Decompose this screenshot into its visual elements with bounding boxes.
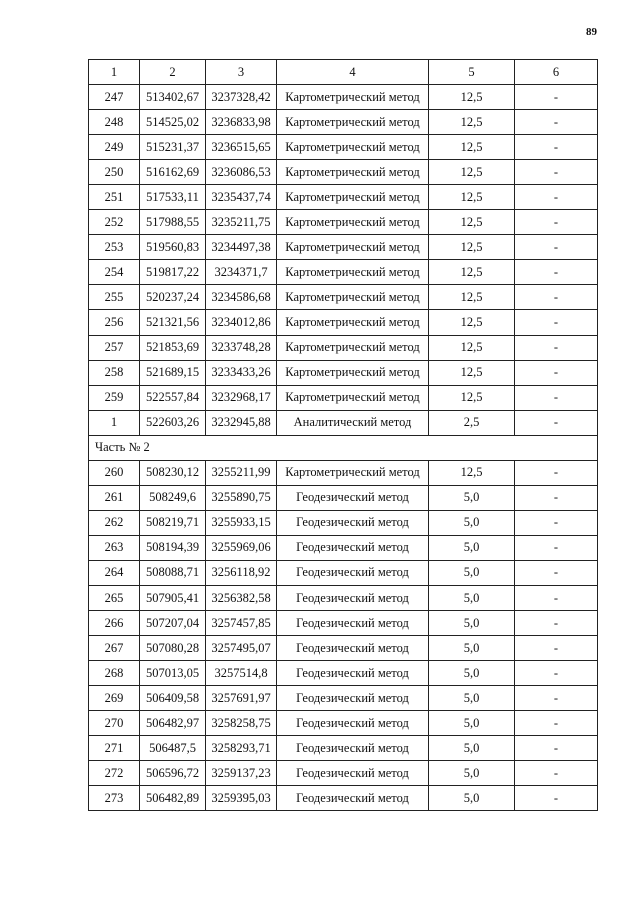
table-cell-col1: 257 bbox=[89, 335, 140, 360]
table-row bbox=[89, 761, 598, 786]
table-row bbox=[89, 260, 598, 285]
table-cell-col3: 3235437,74 bbox=[206, 185, 277, 210]
table-cell-col3: 3255969,06 bbox=[206, 535, 277, 560]
table-cell-col4: Геодезический метод bbox=[277, 485, 429, 510]
table-cell-col4: Картометрический метод bbox=[277, 185, 429, 210]
table-cell-col4: Картометрический метод bbox=[277, 260, 429, 285]
table-cell-col1: 253 bbox=[89, 235, 140, 260]
table-cell-col5: 5,0 bbox=[429, 585, 515, 610]
table-cell-col3: 3233433,26 bbox=[206, 360, 277, 385]
table-cell-col6: - bbox=[515, 185, 598, 210]
table-cell-col4: Геодезический метод bbox=[277, 611, 429, 636]
table-cell-col2: 522603,26 bbox=[140, 410, 206, 435]
table-cell-col3: 3259137,23 bbox=[206, 761, 277, 786]
table-cell-col6: - bbox=[515, 385, 598, 410]
table-cell-col1: 264 bbox=[89, 560, 140, 585]
table-cell-col3: 3258293,71 bbox=[206, 736, 277, 761]
table-cell-col1: 255 bbox=[89, 285, 140, 310]
table-cell-col4: Картометрический метод bbox=[277, 135, 429, 160]
table-cell-col5: 5,0 bbox=[429, 636, 515, 661]
table-cell-col5: 2,5 bbox=[429, 410, 515, 435]
table-cell-col6: - bbox=[515, 235, 598, 260]
table-cell-col1: 262 bbox=[89, 510, 140, 535]
coordinates-table bbox=[88, 59, 598, 811]
table-cell-col6: - bbox=[515, 510, 598, 535]
table-row bbox=[89, 711, 598, 736]
table-cell-col3: 3233748,28 bbox=[206, 335, 277, 360]
table-cell-col6: - bbox=[515, 585, 598, 610]
table-cell-col2: 508230,12 bbox=[140, 460, 206, 485]
table-row bbox=[89, 235, 598, 260]
table-row bbox=[89, 285, 598, 310]
table-cell-col1: 268 bbox=[89, 661, 140, 686]
table-row bbox=[89, 736, 598, 761]
table-cell-col6: - bbox=[515, 310, 598, 335]
table-cell-col2: 507080,28 bbox=[140, 636, 206, 661]
header-cell-4: 4 bbox=[277, 60, 429, 85]
table-cell-col4: Картометрический метод bbox=[277, 110, 429, 135]
table-cell-col2: 519560,83 bbox=[140, 235, 206, 260]
table-cell-col1: 1 bbox=[89, 410, 140, 435]
table-cell-col3: 3257691,97 bbox=[206, 686, 277, 711]
table-cell-col5: 5,0 bbox=[429, 736, 515, 761]
table-cell-col1: 266 bbox=[89, 611, 140, 636]
table-header-row bbox=[89, 60, 598, 85]
table-row bbox=[89, 110, 598, 135]
table-cell-col1: 270 bbox=[89, 711, 140, 736]
table-cell-col3: 3255890,75 bbox=[206, 485, 277, 510]
table-cell-col4: Картометрический метод bbox=[277, 235, 429, 260]
table-row bbox=[89, 560, 598, 585]
table-row bbox=[89, 335, 598, 360]
table-cell-col5: 12,5 bbox=[429, 360, 515, 385]
table-row bbox=[89, 310, 598, 335]
header-cell-5: 5 bbox=[429, 60, 515, 85]
table-cell-col5: 5,0 bbox=[429, 510, 515, 535]
header-cell-6: 6 bbox=[515, 60, 598, 85]
table-cell-col3: 3232968,17 bbox=[206, 385, 277, 410]
table-cell-col2: 521689,15 bbox=[140, 360, 206, 385]
table-row bbox=[89, 185, 598, 210]
table-cell-col2: 514525,02 bbox=[140, 110, 206, 135]
table-row bbox=[89, 636, 598, 661]
table-cell-col5: 12,5 bbox=[429, 385, 515, 410]
table-cell-col6: - bbox=[515, 110, 598, 135]
table-row bbox=[89, 611, 598, 636]
table-cell-col3: 3259395,03 bbox=[206, 786, 277, 811]
table-cell-col6: - bbox=[515, 285, 598, 310]
table-row bbox=[89, 686, 598, 711]
table-row bbox=[89, 510, 598, 535]
table-cell-col1: 272 bbox=[89, 761, 140, 786]
table-cell-col2: 508194,39 bbox=[140, 535, 206, 560]
table-cell-col2: 508249,6 bbox=[140, 485, 206, 510]
table-cell-col4: Картометрический метод bbox=[277, 160, 429, 185]
table-cell-col1: 271 bbox=[89, 736, 140, 761]
header-cell-1: 1 bbox=[89, 60, 140, 85]
table-cell-col1: 263 bbox=[89, 535, 140, 560]
table-cell-col4: Картометрический метод bbox=[277, 210, 429, 235]
table-cell-col4: Картометрический метод bbox=[277, 335, 429, 360]
table-cell-col4: Геодезический метод bbox=[277, 636, 429, 661]
table-cell-col2: 515231,37 bbox=[140, 135, 206, 160]
table-cell-col1: 267 bbox=[89, 636, 140, 661]
table-cell-col5: 12,5 bbox=[429, 260, 515, 285]
table-cell-col1: 273 bbox=[89, 786, 140, 811]
table-row bbox=[89, 410, 598, 435]
table-cell-col6: - bbox=[515, 560, 598, 585]
table-cell-col3: 3257457,85 bbox=[206, 611, 277, 636]
table-cell-col2: 506482,97 bbox=[140, 711, 206, 736]
table-cell-col4: Картометрический метод bbox=[277, 85, 429, 110]
table-row bbox=[89, 786, 598, 811]
table-cell-col6: - bbox=[515, 636, 598, 661]
table-cell-col2: 521321,56 bbox=[140, 310, 206, 335]
table-row bbox=[89, 485, 598, 510]
table-cell-col1: 248 bbox=[89, 110, 140, 135]
table-cell-col2: 506409,58 bbox=[140, 686, 206, 711]
table-cell-col6: - bbox=[515, 686, 598, 711]
table-cell-col3: 3255933,15 bbox=[206, 510, 277, 535]
table-cell-col2: 507013,05 bbox=[140, 661, 206, 686]
table-cell-col6: - bbox=[515, 786, 598, 811]
table-cell-col6: - bbox=[515, 160, 598, 185]
table-cell-col3: 3236086,53 bbox=[206, 160, 277, 185]
table-cell-col4: Картометрический метод bbox=[277, 460, 429, 485]
table-cell-col1: 250 bbox=[89, 160, 140, 185]
table-cell-col3: 3256118,92 bbox=[206, 560, 277, 585]
table-cell-col1: 251 bbox=[89, 185, 140, 210]
section-title: Часть № 2 bbox=[89, 435, 598, 460]
table-cell-col6: - bbox=[515, 736, 598, 761]
table-cell-col1: 254 bbox=[89, 260, 140, 285]
table-cell-col2: 507207,04 bbox=[140, 611, 206, 636]
table-cell-col2: 506482,89 bbox=[140, 786, 206, 811]
table-cell-col5: 5,0 bbox=[429, 560, 515, 585]
table-cell-col2: 516162,69 bbox=[140, 160, 206, 185]
table-row bbox=[89, 160, 598, 185]
table-cell-col4: Картометрический метод bbox=[277, 385, 429, 410]
table-cell-col3: 3234586,68 bbox=[206, 285, 277, 310]
table-cell-col5: 12,5 bbox=[429, 110, 515, 135]
table-cell-col6: - bbox=[515, 135, 598, 160]
table-cell-col6: - bbox=[515, 360, 598, 385]
table-cell-col3: 3234497,38 bbox=[206, 235, 277, 260]
table-cell-col3: 3237328,42 bbox=[206, 85, 277, 110]
table-cell-col5: 5,0 bbox=[429, 711, 515, 736]
table-cell-col1: 256 bbox=[89, 310, 140, 335]
table-row bbox=[89, 661, 598, 686]
table-cell-col6: - bbox=[515, 410, 598, 435]
table-cell-col1: 260 bbox=[89, 460, 140, 485]
table-cell-col6: - bbox=[515, 460, 598, 485]
table-cell-col3: 3255211,99 bbox=[206, 460, 277, 485]
table-cell-col2: 522557,84 bbox=[140, 385, 206, 410]
table-cell-col6: - bbox=[515, 611, 598, 636]
table-cell-col6: - bbox=[515, 761, 598, 786]
table-cell-col2: 521853,69 bbox=[140, 335, 206, 360]
table-cell-col4: Геодезический метод bbox=[277, 661, 429, 686]
page-number: 89 bbox=[586, 26, 597, 38]
table-cell-col2: 508088,71 bbox=[140, 560, 206, 585]
table-cell-col5: 12,5 bbox=[429, 460, 515, 485]
table-cell-col6: - bbox=[515, 85, 598, 110]
table-cell-col2: 508219,71 bbox=[140, 510, 206, 535]
table-cell-col5: 5,0 bbox=[429, 686, 515, 711]
table-cell-col3: 3236833,98 bbox=[206, 110, 277, 135]
table-cell-col1: 261 bbox=[89, 485, 140, 510]
table-cell-col3: 3257514,8 bbox=[206, 661, 277, 686]
table-cell-col5: 12,5 bbox=[429, 335, 515, 360]
table-cell-col3: 3258258,75 bbox=[206, 711, 277, 736]
table-cell-col4: Геодезический метод bbox=[277, 686, 429, 711]
table-row bbox=[89, 85, 598, 110]
table-cell-col3: 3257495,07 bbox=[206, 636, 277, 661]
table-cell-col5: 12,5 bbox=[429, 160, 515, 185]
table-cell-col5: 5,0 bbox=[429, 661, 515, 686]
table-cell-col2: 513402,67 bbox=[140, 85, 206, 110]
table-cell-col6: - bbox=[515, 485, 598, 510]
table-cell-col4: Аналитический метод bbox=[277, 410, 429, 435]
table-cell-col4: Картометрический метод bbox=[277, 310, 429, 335]
table-cell-col4: Картометрический метод bbox=[277, 360, 429, 385]
table-cell-col5: 5,0 bbox=[429, 611, 515, 636]
table-cell-col4: Картометрический метод bbox=[277, 285, 429, 310]
table-cell-col1: 258 bbox=[89, 360, 140, 385]
table-cell-col6: - bbox=[515, 210, 598, 235]
table-cell-col2: 517533,11 bbox=[140, 185, 206, 210]
table-cell-col5: 5,0 bbox=[429, 786, 515, 811]
table-cell-col5: 12,5 bbox=[429, 310, 515, 335]
table-cell-col1: 269 bbox=[89, 686, 140, 711]
table-cell-col3: 3232945,88 bbox=[206, 410, 277, 435]
table-cell-col2: 520237,24 bbox=[140, 285, 206, 310]
table-row bbox=[89, 360, 598, 385]
table-cell-col4: Геодезический метод bbox=[277, 761, 429, 786]
table-cell-col4: Геодезический метод bbox=[277, 711, 429, 736]
table-cell-col5: 12,5 bbox=[429, 85, 515, 110]
table-cell-col2: 506596,72 bbox=[140, 761, 206, 786]
table-cell-col3: 3234012,86 bbox=[206, 310, 277, 335]
table-row bbox=[89, 535, 598, 560]
table-cell-col6: - bbox=[515, 711, 598, 736]
section-row bbox=[89, 435, 598, 460]
table-cell-col1: 265 bbox=[89, 585, 140, 610]
table-cell-col6: - bbox=[515, 260, 598, 285]
table-cell-col5: 12,5 bbox=[429, 235, 515, 260]
table-cell-col5: 5,0 bbox=[429, 761, 515, 786]
table-cell-col1: 249 bbox=[89, 135, 140, 160]
table-cell-col1: 259 bbox=[89, 385, 140, 410]
table-cell-col1: 252 bbox=[89, 210, 140, 235]
table-cell-col3: 3256382,58 bbox=[206, 585, 277, 610]
table-cell-col1: 247 bbox=[89, 85, 140, 110]
table-cell-col5: 12,5 bbox=[429, 135, 515, 160]
table-cell-col4: Геодезический метод bbox=[277, 535, 429, 560]
table-cell-col6: - bbox=[515, 335, 598, 360]
table-cell-col4: Геодезический метод bbox=[277, 786, 429, 811]
header-cell-3: 3 bbox=[206, 60, 277, 85]
table-row bbox=[89, 585, 598, 610]
table-cell-col5: 12,5 bbox=[429, 210, 515, 235]
table-cell-col4: Геодезический метод bbox=[277, 585, 429, 610]
table-cell-col6: - bbox=[515, 661, 598, 686]
table-row bbox=[89, 460, 598, 485]
table-cell-col3: 3235211,75 bbox=[206, 210, 277, 235]
table-cell-col2: 517988,55 bbox=[140, 210, 206, 235]
table-row bbox=[89, 385, 598, 410]
table-cell-col5: 12,5 bbox=[429, 285, 515, 310]
table-body bbox=[89, 60, 598, 811]
table-cell-col5: 5,0 bbox=[429, 535, 515, 560]
table-row bbox=[89, 135, 598, 160]
header-cell-2: 2 bbox=[140, 60, 206, 85]
table-row bbox=[89, 210, 598, 235]
table-cell-col6: - bbox=[515, 535, 598, 560]
table-cell-col3: 3236515,65 bbox=[206, 135, 277, 160]
table-cell-col5: 5,0 bbox=[429, 485, 515, 510]
table-cell-col4: Геодезический метод bbox=[277, 560, 429, 585]
table-cell-col2: 519817,22 bbox=[140, 260, 206, 285]
table-cell-col4: Геодезический метод bbox=[277, 736, 429, 761]
table-cell-col3: 3234371,7 bbox=[206, 260, 277, 285]
table-cell-col2: 506487,5 bbox=[140, 736, 206, 761]
table-cell-col4: Геодезический метод bbox=[277, 510, 429, 535]
table-cell-col2: 507905,41 bbox=[140, 585, 206, 610]
table-cell-col5: 12,5 bbox=[429, 185, 515, 210]
